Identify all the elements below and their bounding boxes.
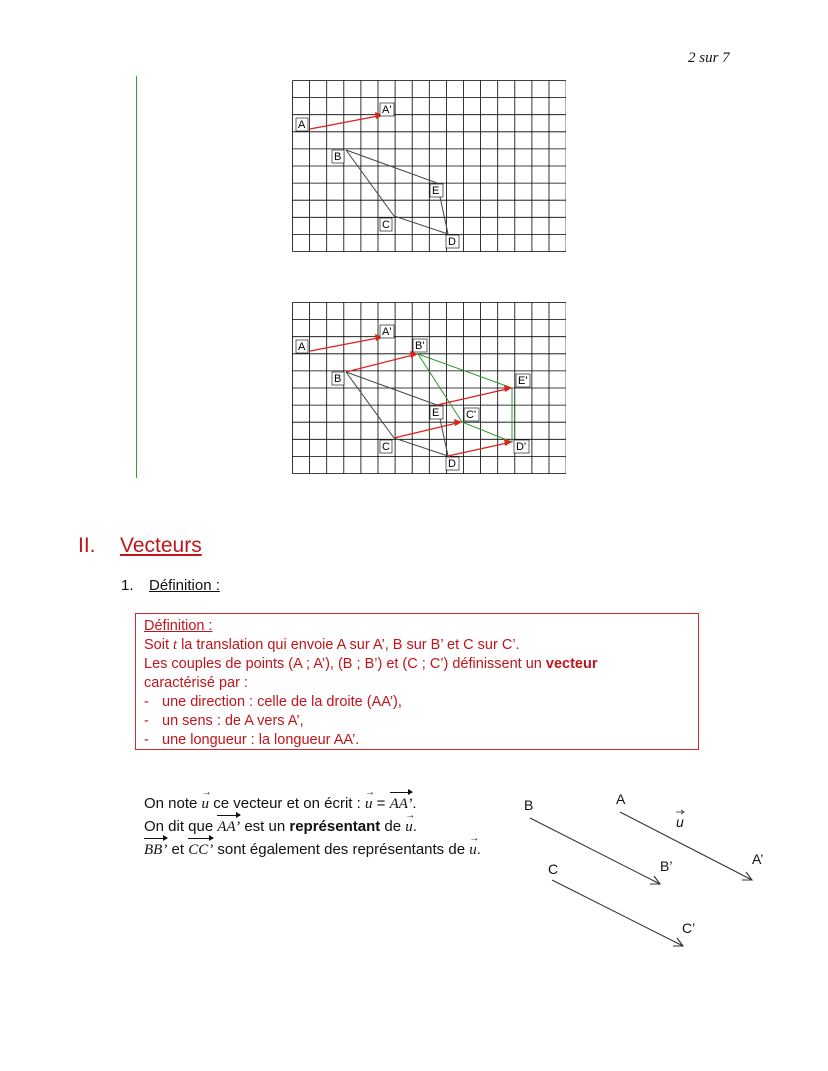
- definition-title: Définition :: [144, 618, 213, 634]
- vector-representatives-figure: [510, 780, 780, 960]
- section-number: II.: [78, 534, 96, 557]
- svg-text:E: E: [432, 407, 440, 419]
- list-item: - un sens : de A vers A’,: [144, 712, 698, 731]
- subsection-number: 1.: [121, 577, 134, 594]
- label-D: [446, 457, 459, 470]
- definition-line-3: caractérisé par :: [144, 675, 248, 691]
- grid-lines: [293, 81, 567, 252]
- grid-figure-original: [292, 80, 566, 252]
- label-B-prime: B’: [660, 858, 673, 874]
- label-D-prime: [514, 440, 529, 453]
- svg-text:u: u: [676, 814, 684, 830]
- definition-box: [135, 613, 699, 750]
- svg-text:C: C: [382, 441, 390, 453]
- label-E: [430, 406, 443, 419]
- label-C: [380, 218, 392, 231]
- svg-text:A': A': [382, 104, 392, 116]
- notation-line-3: BB’ et CC’ sont également des représentants de u →.: [144, 838, 481, 861]
- notation-line-1: On note u → ce vecteur et on écrit : u → = AA’.: [144, 792, 481, 815]
- svg-text:A: A: [298, 341, 306, 353]
- label-B: [332, 150, 344, 163]
- label-A-prime: [380, 325, 394, 338]
- svg-text:B: B: [334, 151, 342, 163]
- label-D: [446, 235, 459, 248]
- svg-text:D': D': [516, 441, 527, 453]
- label-B-prime: [413, 339, 427, 352]
- label-C-prime: [464, 408, 479, 421]
- label-C: [380, 440, 392, 453]
- label-A: [296, 340, 308, 353]
- label-A: A: [616, 791, 626, 807]
- section-title-text: Vecteurs: [120, 534, 202, 557]
- subsection-title: [121, 577, 220, 594]
- list-item: - une direction : celle de la droite (AA’),: [144, 693, 698, 712]
- label-A-prime: A’: [752, 851, 764, 867]
- definition-line-1: Soit t la translation qui envoie A sur A’, B sur B’ et C sur C’.: [144, 637, 520, 653]
- svg-text:B': B': [415, 340, 425, 352]
- svg-text:B: B: [334, 373, 342, 385]
- svg-text:A': A': [382, 326, 392, 338]
- margin-bar: [136, 76, 137, 478]
- notation-text: [144, 792, 481, 861]
- svg-text:D: D: [448, 458, 456, 470]
- label-A-prime: [380, 103, 394, 116]
- label-E-prime: [516, 374, 530, 387]
- svg-text:A: A: [298, 119, 306, 131]
- vector-arrows: [530, 812, 752, 946]
- translation-vectors: [310, 334, 512, 456]
- svg-text:C: C: [382, 219, 390, 231]
- definition-list: [144, 693, 698, 750]
- svg-text:E: E: [432, 185, 440, 197]
- label-A: [296, 118, 308, 131]
- grid-figure-translated: [292, 302, 566, 474]
- section-title: [78, 534, 202, 558]
- definition-line-2: Les couples de points (A ; A’), (B ; B’) et (C ; C’) définissent un vecteur: [144, 656, 598, 672]
- svg-text:E': E': [518, 375, 528, 387]
- label-B: B: [524, 797, 534, 813]
- label-u: [676, 810, 684, 830]
- label-C: C: [548, 861, 559, 877]
- label-E: [430, 184, 443, 197]
- label-B: [332, 372, 344, 385]
- svg-text:C': C': [466, 409, 477, 421]
- notation-line-2: On dit que AA’ est un représentant de u →.: [144, 815, 481, 838]
- subsection-title-text: Définition :: [149, 577, 220, 594]
- page-number: 2 sur 7: [688, 50, 730, 66]
- list-item: - une longueur : la longueur AA’.: [144, 731, 698, 750]
- svg-text:D: D: [448, 236, 456, 248]
- label-C-prime: C’: [682, 920, 696, 936]
